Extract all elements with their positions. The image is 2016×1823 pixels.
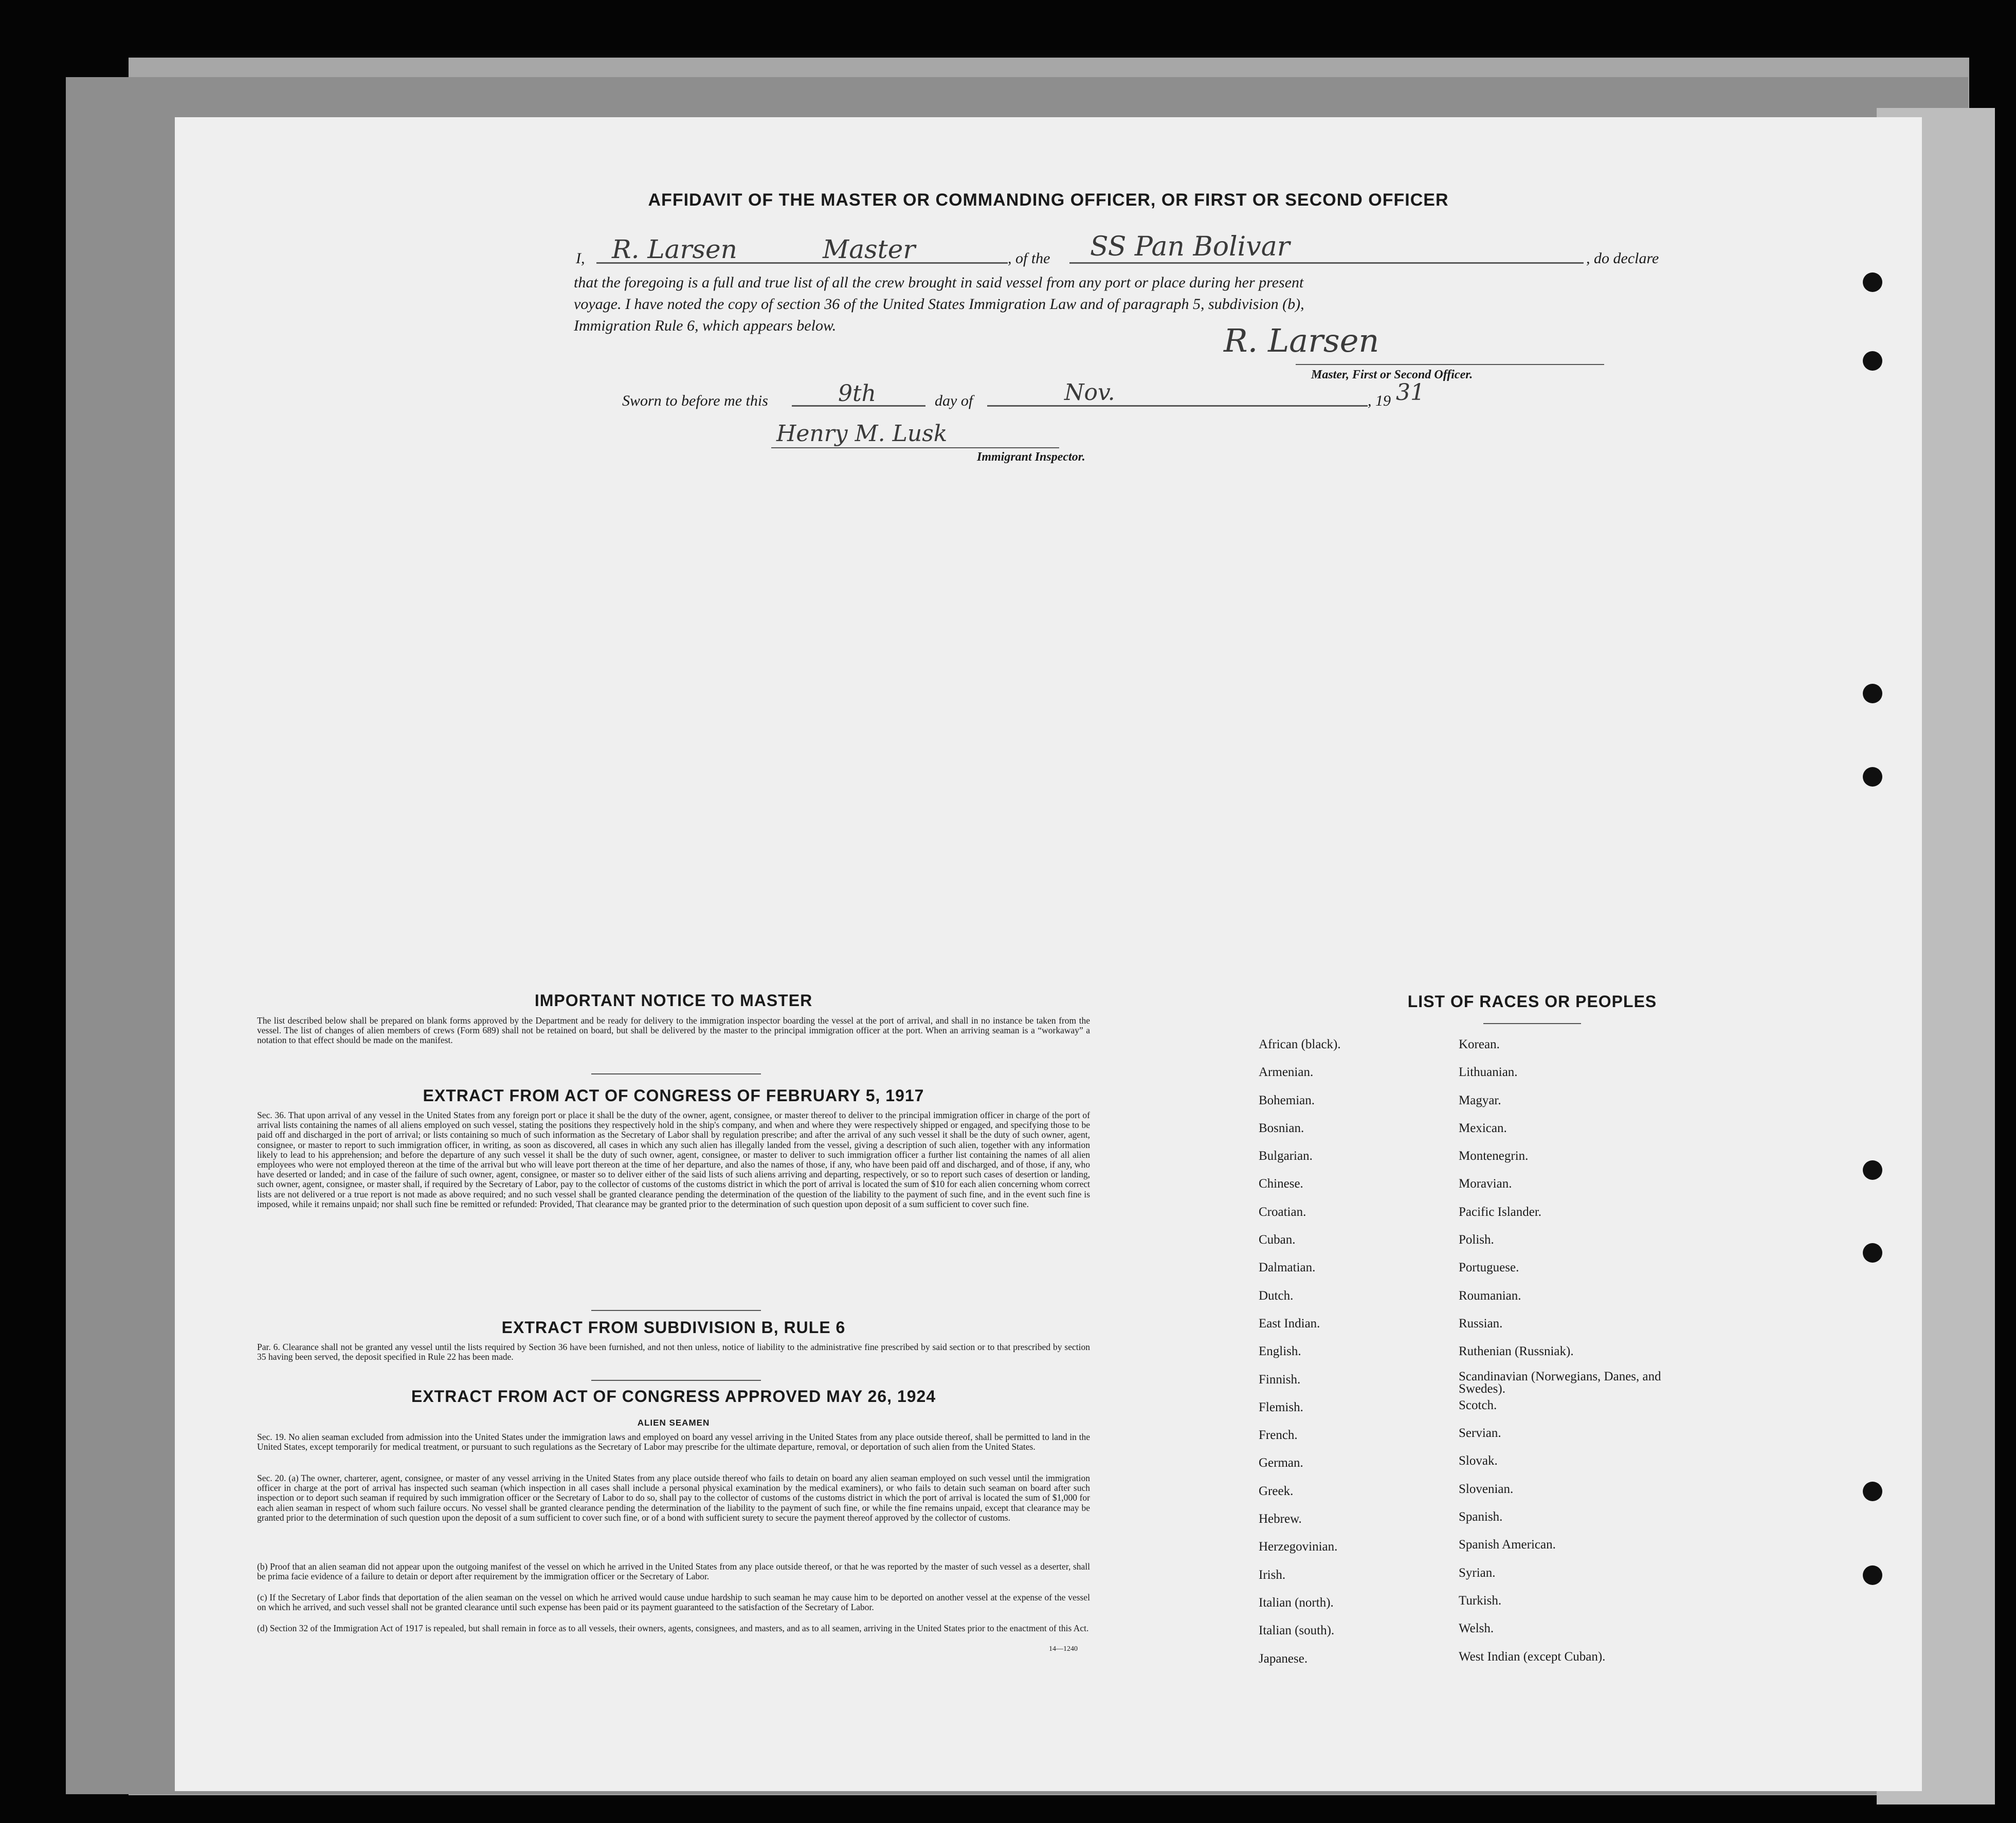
race-entry: Flemish. [1259,1400,1303,1414]
race-entry: Mexican. [1459,1121,1507,1135]
punch-hole [1863,1565,1882,1585]
rank-handwritten: Master [823,234,916,264]
races-title: LIST OF RACES OR PEOPLES [1407,992,1657,1011]
race-entry: Turkish. [1459,1593,1502,1608]
race-entry: Greek. [1259,1484,1294,1498]
notice-title: IMPORTANT NOTICE TO MASTER [534,991,813,1010]
sworn-month-handwritten: Nov. [1064,379,1115,406]
inspector-signature-handwritten: Henry M. Lusk [776,421,948,447]
race-entry: Roumanian. [1459,1288,1521,1303]
race-entry: Dutch. [1259,1288,1294,1303]
notice-divider [591,1073,761,1074]
race-entry: Chinese. [1259,1177,1303,1191]
race-entry: Bohemian. [1259,1093,1315,1107]
signature-line [1296,364,1604,365]
race-entry: French. [1259,1428,1298,1443]
race-entry: Polish. [1459,1233,1494,1247]
race-entry: Spanish. [1459,1510,1503,1524]
form-number: 14—1240 [1049,1645,1078,1653]
of-the-label: , of the [1008,250,1050,267]
race-entry: Armenian. [1259,1065,1314,1080]
punch-hole [1863,351,1882,371]
race-entry: African (black). [1259,1037,1341,1051]
affidavit-line-4: Immigration Rule 6, which appears below. [574,317,837,334]
master-name-handwritten: R. Larsen [612,234,737,264]
race-entry: Ruthenian (Russniak). [1459,1344,1574,1359]
race-entry: East Indian. [1259,1316,1320,1330]
extract-rule6-text: Par. 6. Clearance shall not be granted any vessel until the lists required by Section 36 have been furnished, and not then unless, notice of liability to the administrative fine prescribed by said section or to that prescribed by section 35 having been served, the deposit specified in Rule 22 has been made. [257,1342,1090,1362]
race-entry: Herzegovinian. [1259,1540,1338,1554]
affidavit-line-2: that the foregoing is a full and true list of all the crew brought in said vessel from any port or place during her present [574,274,1304,291]
race-entry: Scotch. [1459,1398,1497,1412]
race-entry: Portuguese. [1459,1261,1519,1275]
do-declare-label: , do declare [1586,250,1659,267]
extract-1917-title: EXTRACT FROM ACT OF CONGRESS OF FEBRUARY 5, 1917 [423,1086,924,1105]
extract-1917-divider [591,1310,761,1311]
race-entry: Welsh. [1459,1621,1494,1636]
extract-1924-sec20a: Sec. 20. (a) The owner, charterer, agent, consignee, or master of any vessel arriving in the United States from any place outside thereof who fails to detain on board any alien seaman employed on such vessel until the immigration officer in charge at the port of arrival has inspected such seaman (which inspection in all cases shall include a personal physical examination by the medical examiners), or who fails to detain such seaman on board after such inspection or to deport such seaman if required by such immigration officer or the Secretary of Labor to do so, shall pay to the collector of customs of the customs district in which the port of arrival is located the sum of $1,000 for each alien seaman in respect of whom such failure occurs. No vessel shall be granted clearance pending the determination of the liability to the payment of such fine, or while the fine remains unpaid, except that clearance may be granted prior to the determination of such question upon the deposit of a sum sufficient to cover such fine, or of a bond with sufficient surety to secure the payment thereof approved by the collector of customs. [257,1473,1090,1523]
race-entry: Cuban. [1259,1233,1296,1247]
race-entry: Russian. [1459,1316,1503,1330]
races-left-column [1259,1037,1444,1680]
race-entry: Scandinavian (Norwegians, Danes, and Swedes). [1459,1369,1661,1396]
race-entry: Pacific Islander. [1459,1205,1542,1219]
intro-i: I, [576,250,585,267]
vessel-line [1069,262,1584,264]
race-entry: Bosnian. [1259,1121,1304,1135]
extract-1924-sec19: Sec. 19. No alien seaman excluded from admission into the United States under the immigration laws and employed on board any vessel arriving in the United States from any place outside thereof, shall be permitted to land in the United States, except temporarily for medical treatment, or pursuant to such regulations as the Secretary of Labor may prescribe for the ultimate departure, removal, or deportation of such alien from the United States. [257,1432,1090,1452]
punch-hole [1863,767,1882,787]
punch-hole [1863,1482,1882,1501]
notice-text: The list described below shall be prepared on blank forms approved by the Department and be ready for delivery to the immigration inspector boarding the vessel at the port of arrival, and shall in no instance be taken from the vessel. The list of changes of alien members of crews (Form 689) shall not be retained on board, but shall be delivered by the master to the principal immigration officer at the port. When an arriving seaman is a “workaway” a notation to that effect should be made on the manifest. [257,1015,1090,1046]
affidavit-line-3: voyage. I have noted the copy of section 36 of the United States Immigration Law and of paragraph 5, subdivision (b), [574,296,1304,313]
race-entry: Servian. [1459,1426,1501,1441]
extract-1924-sec20c: (c) If the Secretary of Labor finds that deportation of the alien seaman on the vessel on which he arrived would cause undue hardship to such seaman he may cause him to be deported on another vessel at the expense of the vessel on which he arrived, and such vessel shall not be granted clearance until such expense has been paid or its payment guaranteed to the satisfaction of the Secretary of Labor. [257,1592,1090,1613]
extract-1924-sec20d: (d) Section 32 of the Immigration Act of 1917 is repealed, but shall remain in force as to all vessels, their owners, agents, consignees, and masters, and as to all seamen, arriving in the United States prior to the enactment of this Act. [257,1623,1089,1633]
race-entry: Moravian. [1459,1177,1512,1191]
race-entry: Dalmatian. [1259,1261,1316,1275]
punch-hole [1863,1160,1882,1180]
race-entry: Italian (south). [1259,1624,1335,1638]
race-entry: West Indian (except Cuban). [1459,1649,1606,1664]
race-entry: Magyar. [1459,1093,1501,1107]
extract-1924-subtitle: ALIEN SEAMEN [637,1418,710,1428]
punch-hole [1863,1243,1882,1263]
race-entry: Italian (north). [1259,1595,1334,1610]
sworn-day-handwritten: 9th [838,380,877,407]
sworn-month-line [987,405,1368,407]
race-entry: Syrian. [1459,1565,1496,1580]
signature-caption: Master, First or Second Officer. [1311,368,1473,381]
race-entry: Croatian. [1259,1205,1306,1219]
race-entry: English. [1259,1344,1301,1359]
race-entry: Montenegrin. [1459,1149,1529,1163]
affidavit-title: AFFIDAVIT OF THE MASTER OR COMMANDING OFFICER, OR FIRST OR SECOND OFFICER [648,190,1449,210]
vessel-name-handwritten: SS Pan Bolivar [1090,231,1290,262]
extract-1924-title: EXTRACT FROM ACT OF CONGRESS APPROVED MAY 26, 1924 [411,1387,936,1406]
sworn-label: Sworn to before me this [622,392,768,409]
races-right-column [1459,1037,1685,1678]
extract-rule6-title: EXTRACT FROM SUBDIVISION B, RULE 6 [501,1318,846,1337]
race-entry: Finnish. [1259,1372,1301,1387]
inspector-caption: Immigrant Inspector. [977,450,1085,464]
race-entry: Bulgarian. [1259,1149,1313,1163]
race-entry: German. [1259,1456,1303,1470]
punch-hole [1863,684,1882,703]
races-divider [1483,1023,1581,1024]
extract-rule6-divider [591,1380,761,1381]
day-of-label: day of [935,392,973,409]
race-entry: Korean. [1459,1037,1500,1051]
race-entry: Slovak. [1459,1454,1498,1468]
race-entry: Irish. [1259,1567,1286,1582]
extract-1917-text: Sec. 36. That upon arrival of any vessel in the United States from any foreign port or place it shall be the duty of the owner, agent, consignee, or master thereof to deliver to the principal immigration officer in charge of the port of arrival lists containing the names of all aliens employed on such vessel, stating the positions they respectively hold in the ship's company, and when and where they were respectively shipped or engaged, and specifying those to be paid off and discharged in the port of arrival; or lists containing so much of such information as the Secretary of Labor shall by regulation prescribe; and after the arrival of any such vessel it shall be the duty of such owner, agent, consignee, or master to report to such immigration officer, in writing, as soon as discovered, all cases in which any such alien has illegally landed from the vessel, giving a description of such alien, together with any information likely to lead to his apprehension; and before the departure of any such vessel it shall be the duty of such owner, agent, consignee, or master to deliver to such immigration officer a further list containing the names of all alien employees who were not employed thereon at the time of the arrival but who will leave port thereon at the time of her departure, and also the names of those, if any, who have been paid off and discharged, and of those, if any, who have deserted or landed; and in case of the failure of such owner, agent, consignee, or master so to deliver either of the said lists of such aliens arriving and departing, respectively, or so to report such cases of desertion or landing, such owner, agent, consignee, or master shall, if required by the Secretary of Labor, pay to the collector of customs of the customs district in which the port of arrival is located the sum of $10 for each alien concerning whom correct lists are not delivered or a true report is not made as above required; and no such vessel shall be granted clearance pending the determination of the question of the liability to the payment of such fine, and in the event such fine is imposed, while it remains unpaid; nor shall such fine be remitted or refunded: Provided, That clearance may be granted prior to the determination of such question upon deposit of a sum sufficient to cover such fine. [257,1110,1090,1209]
officer-signature-handwritten: R. Larsen [1224,322,1379,359]
race-entry: Lithuanian. [1459,1065,1518,1080]
race-entry: Hebrew. [1259,1512,1302,1526]
affidavit-page [175,117,1922,1791]
punch-hole [1863,272,1882,292]
inspector-line [771,447,1059,448]
race-entry: Slovenian. [1459,1482,1514,1496]
year-prefix: , 19 [1368,392,1391,409]
race-entry: Japanese. [1259,1651,1308,1666]
race-entry: Spanish American. [1459,1538,1556,1552]
year-suffix-handwritten: 31 [1396,379,1425,406]
extract-1924-sec20b: (b) Proof that an alien seaman did not appear upon the outgoing manifest of the vessel on which he arrived in the United States from any place outside thereof, or that he was reported by the master of such vessel as a deserter, shall be prima facie evidence of a failure to detain or deport after requirement by the immigration officer or the Secretary of Labor. [257,1561,1090,1582]
